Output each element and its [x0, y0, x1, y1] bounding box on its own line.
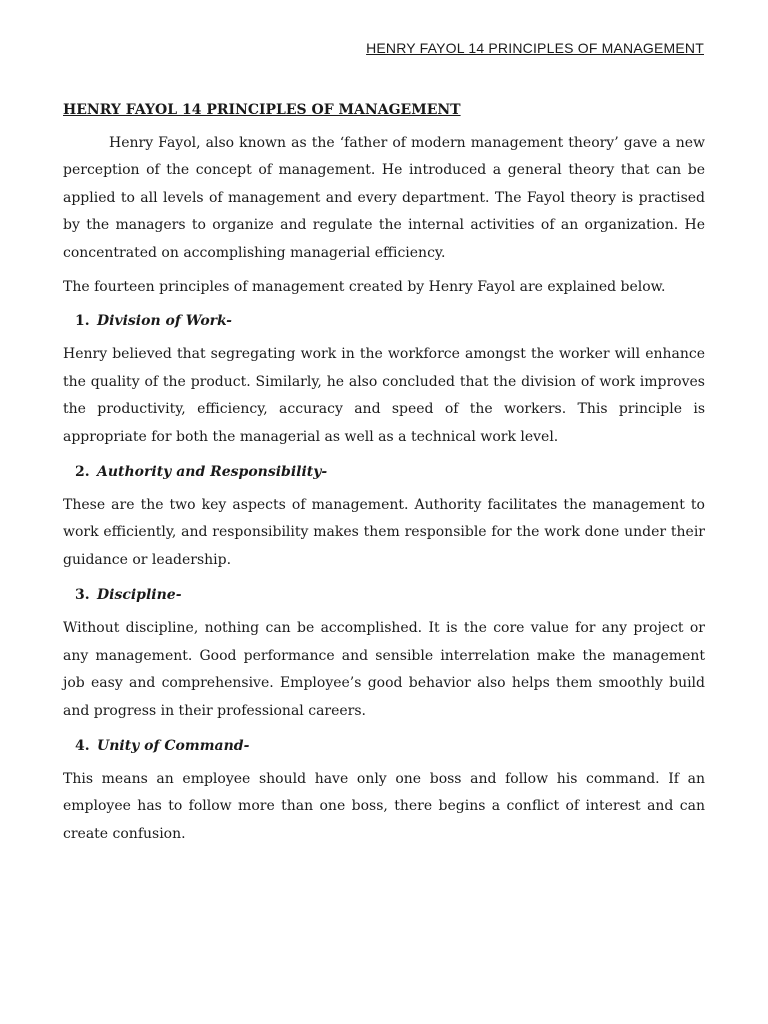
section-title: Division of Work-: [97, 313, 232, 330]
running-header: HENRY FAYOL 14 PRINCIPLES OF MANAGEMENT: [366, 40, 704, 56]
section-title: Unity of Command-: [97, 737, 250, 754]
section-body: Henry believed that segregating work in the workforce amongst the worker will enhance the quality of the product. Similarly, he also concluded that the division of work improves the productivity, efficiency, accuracy and speed of the workers. This principle is appropriate for both the managerial as well as a technical work level.: [63, 346, 705, 445]
document-body: [63, 98, 705, 857]
document-title: HENRY FAYOL 14 PRINCIPLES OF MANAGEMENT: [63, 102, 461, 118]
section-division-of-work: [63, 309, 705, 451]
section-body: Without discipline, nothing can be accomplished. It is the core value for any project or any management. Good performance and sensible interrelation make the management job easy and comprehensive. Employee’s good behavior also helps them smoothly build and progress in their professional careers.: [63, 620, 705, 719]
section-number: 4.: [75, 737, 90, 754]
intro-paragraph: Henry Fayol, also known as the ‘father of modern management theory’ gave a new perception of the concept of management. He introduced a general theory that can be applied to all levels of management and every department. The Fayol theory is practised by the managers to organize and regulate the internal activities of an organization. He concentrated on accomplishing managerial efficiency.: [63, 135, 705, 261]
section-number: 2.: [75, 464, 90, 481]
section-title: Authority and Responsibility-: [97, 464, 328, 481]
section-heading: [75, 309, 705, 333]
section-authority-and-responsibility: [63, 460, 705, 574]
section-unity-of-command: [63, 734, 705, 848]
section-number: 1.: [75, 313, 90, 330]
lead-paragraph: The fourteen principles of management created by Henry Fayol are explained below.: [63, 279, 666, 296]
section-body: This means an employee should have only one boss and follow his command. If an employee has to follow more than one boss, there begins a conflict of interest and can create confusion.: [63, 770, 705, 842]
section-heading: [75, 583, 705, 607]
section-title: Discipline-: [97, 587, 182, 604]
section-body: These are the two key aspects of management. Authority facilitates the management to work efficiently, and responsibility makes them responsible for the work done under their guidance or leadership.: [63, 497, 705, 568]
section-discipline: [63, 583, 705, 725]
section-number: 3.: [75, 587, 90, 604]
section-heading: [75, 734, 705, 758]
section-heading: [75, 460, 705, 484]
